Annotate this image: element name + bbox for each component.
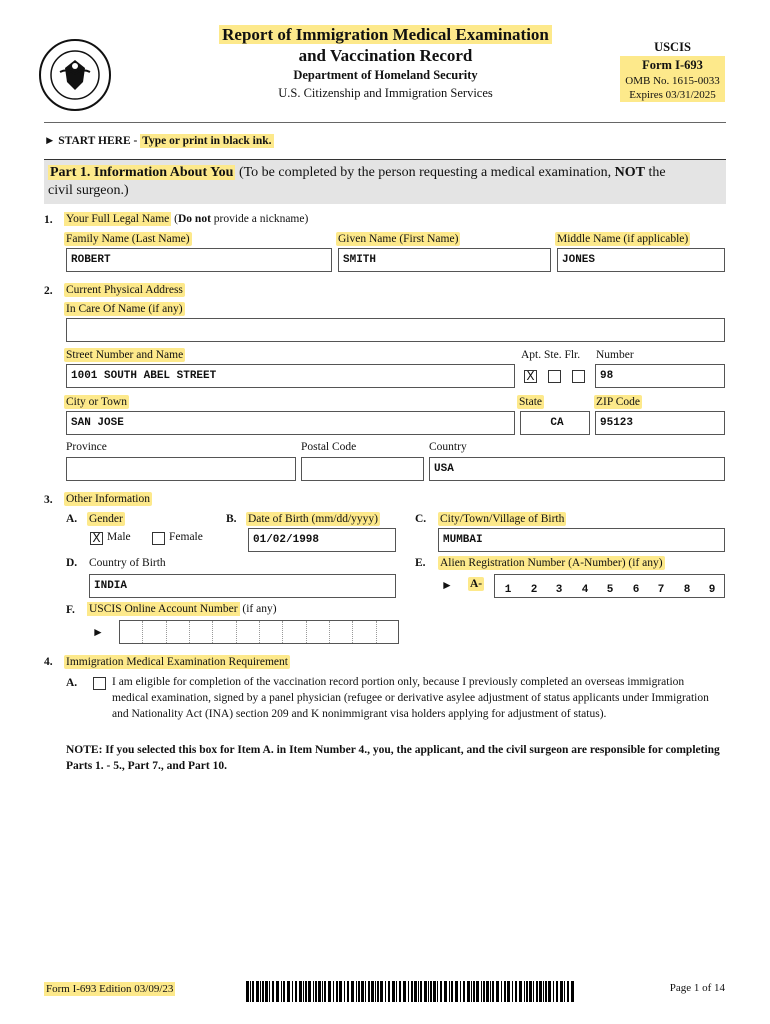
barcode-bar [437, 981, 438, 1002]
barcode-bar [440, 981, 442, 1002]
barcode-bar [430, 981, 432, 1002]
barcode-bar [292, 981, 293, 1002]
barcode-bar [553, 981, 554, 1002]
barcode-bar [571, 981, 574, 1002]
male-checkbox[interactable]: X [90, 532, 103, 545]
dob-label: Date of Birth (mm/dd/yyyy) [248, 513, 378, 525]
footer-edition: Form I-693 Edition 03/09/23 [46, 983, 174, 995]
barcode-bar [411, 981, 413, 1002]
barcode-bar [265, 981, 268, 1002]
barcode-bar [460, 981, 461, 1002]
city-birth-field[interactable]: MUMBAI [438, 528, 725, 552]
barcode-bar [463, 981, 465, 1002]
barcode-bar [556, 981, 558, 1002]
country-birth-field[interactable]: INDIA [89, 574, 396, 598]
country-field[interactable]: USA [429, 457, 725, 481]
barcode-bar [564, 981, 565, 1002]
anumber-digit: 1 [504, 584, 512, 596]
country-birth-letter: D. [66, 557, 78, 569]
city-birth-letter: C. [415, 513, 427, 525]
barcode-bar [392, 981, 395, 1002]
barcode-bar [543, 981, 544, 1002]
barcode-bar [473, 981, 475, 1002]
unit-type-labels: Apt. Ste. Flr. [521, 349, 581, 361]
barcode-bar [490, 981, 491, 1002]
barcode-bar [492, 981, 494, 1002]
header-divider [44, 122, 726, 123]
city-birth-label: City/Town/Village of Birth [440, 513, 565, 525]
barcode-bar [433, 981, 436, 1002]
form-number: Form I-693 [620, 56, 725, 74]
barcode-bar [295, 981, 297, 1002]
anumber-digit: 2 [530, 584, 538, 596]
barcode-bar [403, 981, 406, 1002]
zip-label: ZIP Code [596, 396, 640, 408]
province-label: Province [66, 441, 107, 453]
care-of-label: In Care Of Name (if any) [66, 303, 183, 315]
anumber-digit: 4 [581, 584, 589, 596]
vaccination-only-checkbox[interactable] [93, 677, 106, 690]
anumber-digit: 3 [555, 584, 563, 596]
barcode-bar [486, 981, 489, 1002]
item3-number: 3. [44, 494, 53, 506]
part1-title: Part 1. Information About You [50, 165, 234, 180]
uscis-account-arrow-icon: ► [92, 625, 104, 639]
street-label: Street Number and Name [66, 349, 184, 361]
ste-checkbox[interactable] [548, 370, 561, 383]
barcode-bar [313, 981, 314, 1002]
barcode-bar [414, 981, 417, 1002]
barcode-bar [524, 981, 525, 1002]
anumber-digit: 5 [606, 584, 614, 596]
anumber-field[interactable] [494, 574, 725, 598]
barcode-bar [336, 981, 338, 1002]
barcode-bar [308, 981, 311, 1002]
barcode-bar [339, 981, 342, 1002]
barcode-bar [560, 981, 563, 1002]
item4-number: 4. [44, 656, 53, 668]
barcode-bar [375, 981, 376, 1002]
barcode-bar [388, 981, 390, 1002]
state-label: State [519, 396, 542, 408]
barcode-bar [283, 981, 285, 1002]
barcode-bar [526, 981, 528, 1002]
part1-desc-not: NOT [614, 165, 646, 180]
gender-label: Gender [89, 513, 123, 525]
country-label: Country [429, 441, 467, 453]
barcode-bar [351, 981, 354, 1002]
barcode-bar [529, 981, 532, 1002]
middle-name-field[interactable]: JONES [557, 248, 725, 272]
barcode-bar [252, 981, 254, 1002]
anumber-digit: 6 [632, 584, 640, 596]
item3-heading: Other Information [66, 493, 150, 505]
barcode-bar [428, 981, 429, 1002]
start-here [44, 135, 274, 147]
item1-number: 1. [44, 214, 53, 226]
barcode-bar [361, 981, 364, 1002]
middle-name-label: Middle Name (if applicable) [557, 233, 689, 245]
start-prefix: START HERE - [58, 135, 141, 147]
expiration-date: Expires 03/31/2025 [620, 88, 725, 102]
barcode-bar [380, 981, 383, 1002]
anumber-prefix: A- [470, 578, 483, 590]
barcode-bar [548, 981, 551, 1002]
barcode-bar [449, 981, 450, 1002]
apt-checkbox[interactable]: X [524, 370, 537, 383]
anumber-label: Alien Registration Number (A-Number) (if any) [440, 557, 663, 569]
anumber-digit: 7 [657, 584, 665, 596]
part1-header [44, 159, 726, 204]
barcode-bar [347, 981, 349, 1002]
barcode-bar [315, 981, 317, 1002]
barcode-bar [545, 981, 547, 1002]
barcode-bar [504, 981, 506, 1002]
anumber-letter: E. [415, 557, 426, 569]
barcode-bar [272, 981, 274, 1002]
barcode-bar [269, 981, 270, 1002]
barcode-bar [451, 981, 453, 1002]
barcode-bar [536, 981, 538, 1002]
city-label: City or Town [66, 396, 127, 408]
country-birth-label: Country of Birth [89, 557, 166, 569]
omb-number: OMB No. 1615-0033 [620, 74, 725, 88]
barcode-bar [305, 981, 307, 1002]
part1-desc-c: civil surgeon.) [48, 183, 129, 198]
barcode-bar [533, 981, 534, 1002]
barcode-bar [408, 981, 409, 1002]
dob-field[interactable]: 01/02/1998 [248, 528, 396, 552]
barcode-bar [371, 981, 374, 1002]
barcode-bar [519, 981, 522, 1002]
anumber-arrow-icon: ► [441, 578, 453, 592]
barcode-bar [262, 981, 264, 1002]
barcode-bar [455, 981, 458, 1002]
uscis-account-heading: USCIS Online Account Number (if any) [89, 603, 277, 615]
barcode [246, 981, 578, 1002]
gender-letter: A. [66, 513, 78, 525]
item4-note: NOTE: If you selected this box for Item A. in Item Number 4., you, the applicant, and the civil surgeon are responsible for completing Parts 1. - 5., Part 7., and Part 10. [66, 744, 720, 772]
barcode-bar [303, 981, 304, 1002]
barcode-bar [260, 981, 261, 1002]
item4-heading: Immigration Medical Examination Requirement [66, 656, 288, 668]
barcode-bar [299, 981, 302, 1002]
barcode-bar [250, 981, 251, 1002]
barcode-bar [368, 981, 370, 1002]
page-number: Page 1 of 14 [669, 982, 725, 994]
female-checkbox[interactable] [152, 532, 165, 545]
state-select[interactable]: CA [520, 411, 590, 435]
barcode-bar [483, 981, 485, 1002]
province-field[interactable] [66, 457, 296, 481]
given-name-field[interactable]: SMITH [338, 248, 551, 272]
barcode-bar [567, 981, 569, 1002]
barcode-bar [344, 981, 345, 1002]
anumber-digit: 8 [683, 584, 691, 596]
barcode-bar [318, 981, 321, 1002]
barcode-bar [399, 981, 401, 1002]
item2-number: 2. [44, 285, 53, 297]
barcode-bar [276, 981, 279, 1002]
dob-letter: B. [226, 513, 237, 525]
part1-desc-b: the [645, 165, 666, 180]
unit-number-label: Number [596, 349, 634, 361]
form-title: Report of Immigration Medical Examination [213, 24, 558, 46]
given-name-label: Given Name (First Name) [338, 233, 459, 245]
barcode-bar [424, 981, 427, 1002]
barcode-bar [515, 981, 517, 1002]
postal-code-label: Postal Code [301, 441, 357, 453]
barcode-bar [396, 981, 397, 1002]
barcode-bar [476, 981, 479, 1002]
zip-field[interactable]: 95123 [595, 411, 725, 435]
flr-checkbox[interactable] [572, 370, 585, 383]
department-name: Department of Homeland Security [293, 68, 478, 82]
item1-heading: Your Full Legal Name (Do not provide a nickname) [66, 213, 309, 225]
family-name-label: Family Name (Last Name) [66, 233, 190, 245]
barcode-bar [418, 981, 419, 1002]
barcode-bar [496, 981, 499, 1002]
barcode-bar [322, 981, 323, 1002]
male-label: Male [107, 531, 131, 543]
barcode-bar [287, 981, 290, 1002]
anumber-digit: 9 [708, 584, 716, 596]
street-field[interactable]: 1001 SOUTH ABEL STREET [66, 364, 515, 388]
barcode-bar [358, 981, 360, 1002]
care-of-field[interactable] [66, 318, 725, 342]
city-field[interactable]: SAN JOSE [66, 411, 515, 435]
form-subtitle: and Vaccination Record [298, 46, 473, 65]
barcode-bar [507, 981, 510, 1002]
vaccination-only-text: I am eligible for completion of the vaccination record portion only, because I previously completed an overseas immigration medical examination, signed by a panel physician (refugee or derivative asylee adjustment of status applicants under Immigration and Nationality Act (INA) section 209 and K nonimmigrant visa holders applying for adjustment of status). [112, 676, 709, 720]
barcode-bar [467, 981, 470, 1002]
barcode-bar [501, 981, 502, 1002]
agency-name: U.S. Citizenship and Immigration Services [278, 86, 493, 100]
postal-code-field[interactable] [301, 457, 424, 481]
barcode-bar [377, 981, 379, 1002]
barcode-bar [281, 981, 282, 1002]
female-label: Female [169, 531, 203, 543]
uscis-account-letter: F. [66, 604, 75, 616]
barcode-bar [512, 981, 513, 1002]
barcode-bar [481, 981, 482, 1002]
barcode-bar [420, 981, 422, 1002]
barcode-bar [328, 981, 331, 1002]
dhs-seal [38, 38, 112, 112]
uscis-account-cell [120, 621, 377, 643]
item4-a-letter: A. [66, 677, 78, 689]
barcode-bar [333, 981, 334, 1002]
barcode-bar [256, 981, 259, 1002]
barcode-bar [471, 981, 472, 1002]
start-instruction: Type or print in black ink. [142, 135, 272, 147]
barcode-bar [539, 981, 542, 1002]
barcode-bar [356, 981, 357, 1002]
item2-heading: Current Physical Address [66, 284, 183, 296]
start-arrow-icon: ► [44, 135, 56, 147]
barcode-bar [324, 981, 326, 1002]
barcode-bar [444, 981, 447, 1002]
family-name-field[interactable]: ROBERT [66, 248, 332, 272]
barcode-bar [385, 981, 386, 1002]
barcode-bar [246, 981, 249, 1002]
uscis-label: USCIS [654, 40, 691, 54]
barcode-bar [365, 981, 366, 1002]
part1-desc-a: (To be completed by the person requesting a medical examination, [235, 165, 615, 180]
uscis-account-field[interactable] [119, 620, 399, 644]
unit-number-field[interactable]: 98 [595, 364, 725, 388]
